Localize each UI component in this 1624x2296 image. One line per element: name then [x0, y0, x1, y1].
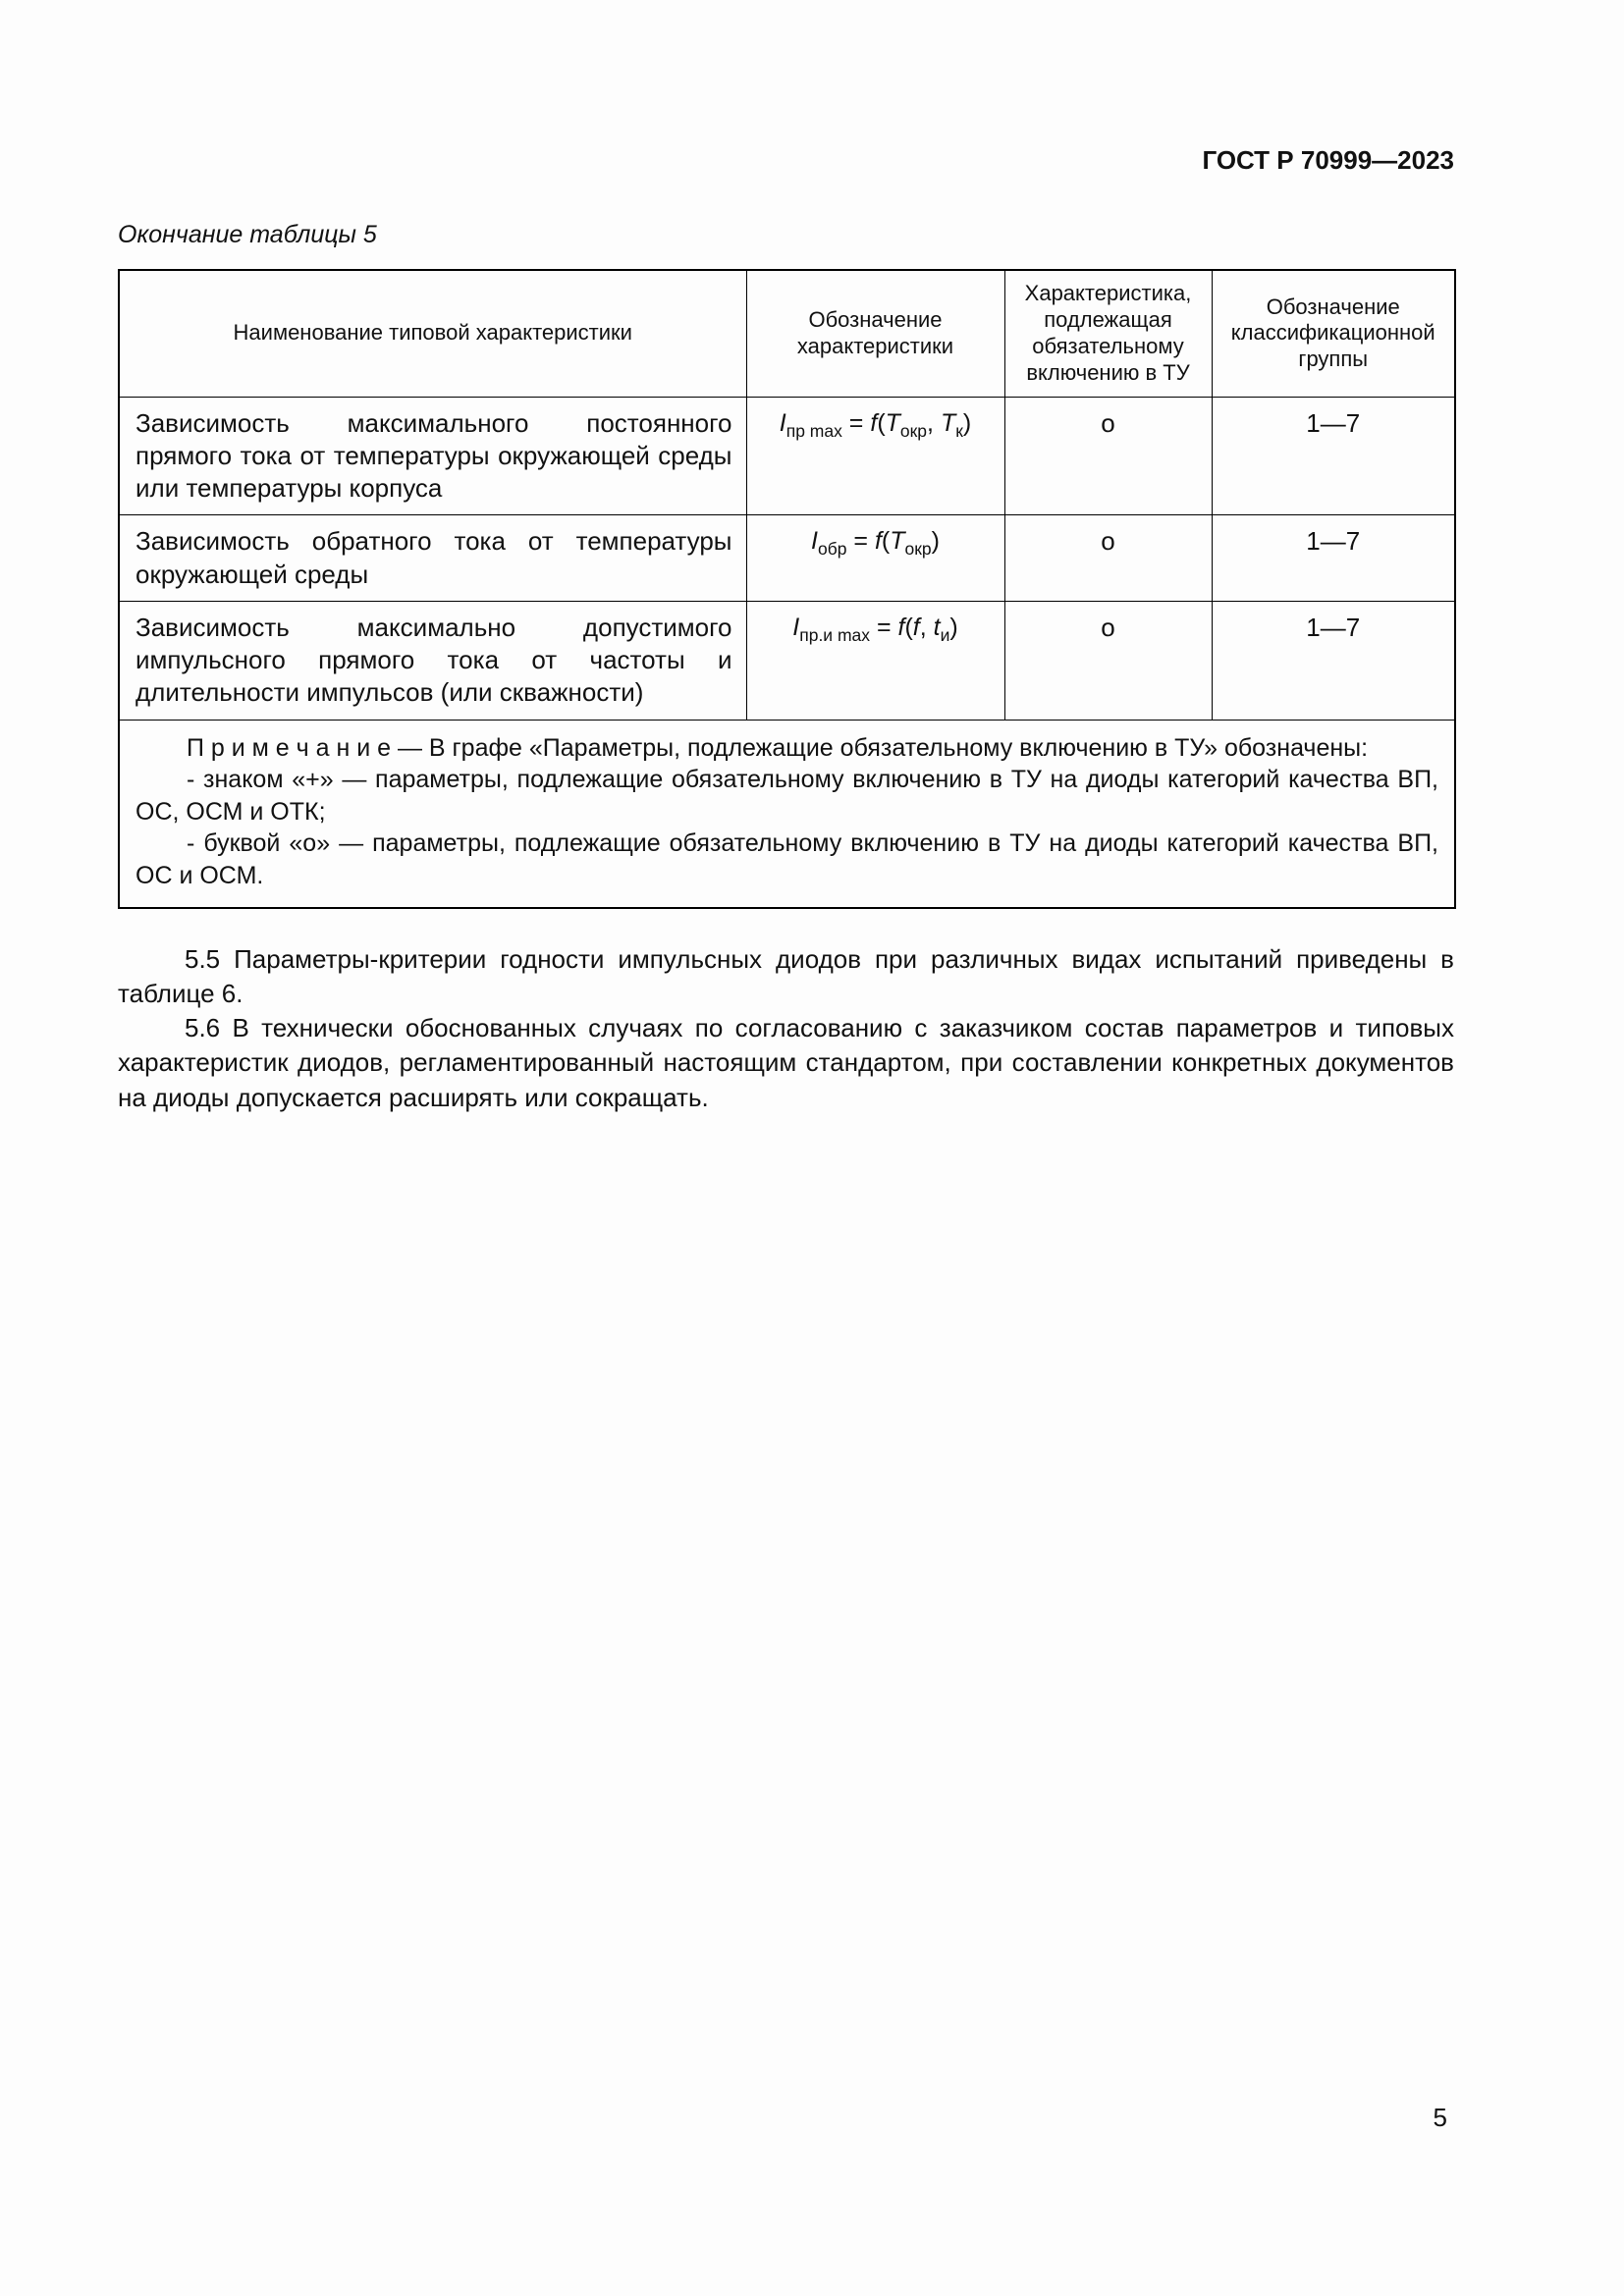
table-note — [119, 720, 1455, 908]
cell-characteristic-name: Зависимость максимального постоянного прямого тока от температуры окружающей среды или температуры корпуса — [119, 397, 746, 515]
table-caption: Окончание таблицы 5 — [118, 221, 377, 249]
cell-group: 1—7 — [1212, 601, 1455, 720]
paragraph-5-6: 5.6 В технически обоснованных случаях по согласованию с заказчиком состав параметров и типовых характеристик диодов, регламентированный настоящим стандартом, при составлении конкретных документов на диоды допускается расширять или сокращать. — [118, 1013, 1454, 1112]
cell-mandatory: о — [1004, 515, 1212, 602]
page-number: 5 — [1433, 2103, 1447, 2132]
characteristics-table — [118, 269, 1456, 909]
note-line: - буквой «о» — параметры, подлежащие обязательному включению в ТУ на диоды категорий качества ВП, ОС и ОСМ. — [135, 829, 1438, 889]
cell-formula: $I_{пр max} = f(T_{окр}$, $T_к$) — [746, 397, 1004, 515]
table-row — [119, 515, 1455, 602]
cell-mandatory: о — [1004, 397, 1212, 515]
header-cell-name: Наименование типовой характеристики — [119, 270, 746, 397]
doc-standard-number: ГОСТ Р 70999—2023 — [1202, 145, 1454, 175]
table-row — [119, 397, 1455, 515]
note-line: - знаком «+» — параметры, подлежащие обязательному включению в ТУ на диоды категорий качества ВП, ОС, ОСМ и ОТК; — [135, 766, 1438, 826]
cell-characteristic-name: Зависимость обратного тока от температуры окружающей среды — [119, 515, 746, 602]
cell-formula: $I_{обр} = f(T_{окр})$ — [746, 515, 1004, 602]
table-header — [119, 270, 1455, 397]
cell-group: 1—7 — [1212, 397, 1455, 515]
header-cell-mandatory: Характеристика, подлежащая обязательному включению в ТУ — [1004, 270, 1212, 397]
body-text — [118, 942, 1454, 1114]
paragraph-5-5: 5.5 Параметры-критерии годности импульсных диодов при различных видах испытаний приведены в таблице 6. — [118, 944, 1454, 1009]
table-row — [119, 601, 1455, 720]
cell-group: 1—7 — [1212, 515, 1455, 602]
header-cell-designation: Обозначение характеристики — [746, 270, 1004, 397]
cell-characteristic-name: Зависимость максимально допустимого импульсного прямого тока от частоты и длительности импульсов (или скважности) — [119, 601, 746, 720]
table-note-row — [119, 720, 1455, 908]
note-line: П р и м е ч а н и е — В графе «Параметры, подлежащие обязательному включению в ТУ» обозначены: — [187, 733, 1369, 762]
cell-formula: $I_{пр.и max} = f(f$, $t_и$) — [746, 601, 1004, 720]
cell-mandatory: о — [1004, 601, 1212, 720]
header-cell-group: Обозначение классификационной группы — [1212, 270, 1455, 397]
table-header-row — [119, 270, 1455, 397]
table-body — [119, 397, 1455, 908]
